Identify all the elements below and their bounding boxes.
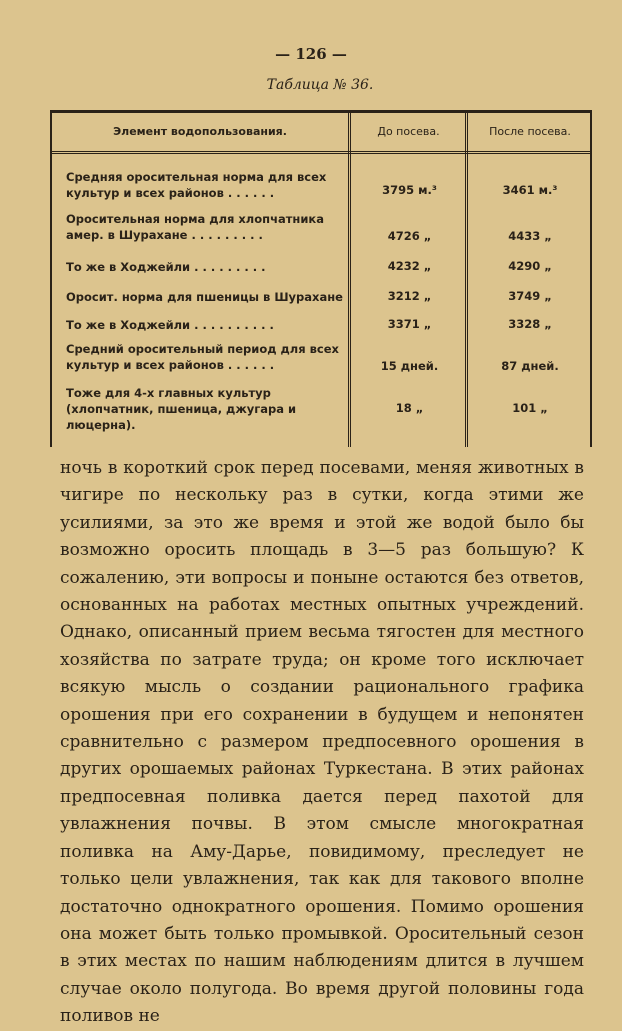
row-label: То же в Ходжейли . . . . . . . . . . (66, 318, 274, 332)
column-divider (348, 113, 351, 447)
value-after: 87 дней. (501, 359, 559, 373)
value-after: 4290 „ (508, 259, 552, 273)
value-before: 15 дней. (380, 359, 439, 373)
body-text (60, 455, 584, 1031)
row-label: Тоже для 4-х главных культур (хлопчатник, пшеница, джугара и люцерна). (66, 386, 297, 432)
value-before: 4232 „ (387, 259, 432, 273)
header-before: До посева. (377, 125, 440, 138)
table-header (52, 113, 590, 154)
header-after: После посева. (489, 125, 571, 138)
row-label: Оросит. норма для пшеницы в Шурахане (66, 290, 343, 304)
value-after: 3328 „ (508, 317, 552, 331)
value-before: 3212 „ (387, 289, 432, 303)
page-number: — 126 — (275, 45, 347, 63)
value-after: 3461 м.³ (502, 183, 558, 197)
paragraph: ночь в короткий срок перед посевами, меняя животных в чигире по нескольку раз в сутки, когда этими же усилиями, за это же время и этой же водой было бы возможно оросить площадь в 3—5 раз большую? К сожалению, эти вопросы и поныне остаются без ответов, основанных на работах местных опытных учреждений. Однако, описанный прием весьма тягостен для местного хозяйства по затрате труда; он кроме того исключает всякую мысль о создании рационального графика орошения при его сохранении в будущем и непонятен сравнительно с размером предпосевного орошения в других орошаемых районах Туркестана. В этих районах предпосевная поливка дается перед пахотой для увлажнения почвы. В этом смысле многократная поливка на Аму-Дарье, повидимому, преследует не только цели увлажнения, так как для такового вполне достаточно однократного орошения. Помимо орошения она может быть только промывкой. Оросительный сезон в этих местах по нашим наблюдениям длится в лучшем случае около полугода. Во время другой половины года поливов не (60, 458, 584, 1027)
data-table (50, 110, 592, 447)
header-element: Элемент водопользования. (113, 125, 287, 138)
value-before: 3795 м.³ (382, 183, 437, 197)
table-title: Таблица № 36. (266, 77, 374, 93)
value-before: 3371 „ (387, 317, 432, 331)
value-before: 4726 „ (387, 229, 432, 243)
row-label: То же в Ходжейли . . . . . . . . . (66, 260, 266, 274)
value-after: 3749 „ (508, 289, 552, 303)
value-after: 101 „ (512, 401, 548, 415)
column-divider (465, 113, 468, 447)
row-label: Средний оросительный период для всех культур и всех районов . . . . . . (66, 342, 339, 372)
value-after: 4433 „ (508, 229, 552, 243)
value-before: 18 „ (395, 401, 424, 415)
row-label: Оросительная норма для хлопчатника амер. в Шурахане . . . . . . . . . (66, 212, 324, 242)
row-label: Средняя оросительная норма для всех культур и всех районов . . . . . . (66, 170, 327, 200)
